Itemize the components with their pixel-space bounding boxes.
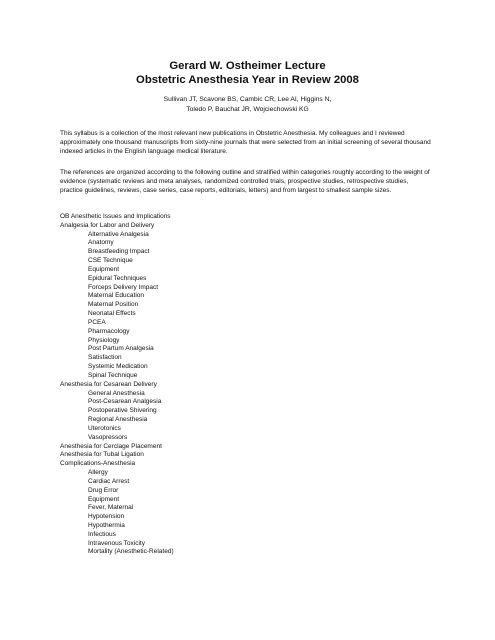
outline-subitem: Cardiac Arrest — [88, 477, 130, 485]
method-line: The references are organized according to the following outline and stratified within categories roughly according to the weight of — [60, 169, 430, 176]
outline-subitem: Maternal Position — [88, 301, 139, 309]
outline-subitem: Spinal Technique — [88, 371, 138, 379]
outline-subitem: Alternative Analgesia — [88, 230, 149, 238]
outline-subitem: Equipment — [88, 265, 120, 273]
outline-subitem: Breastfeeding Impact — [88, 248, 150, 256]
outline-subitem: Post-Cesarean Analgesia — [88, 398, 162, 406]
outline-heading: OB Anesthetic Issues and Implications — [60, 213, 171, 220]
outline-heading: Anesthesia for Tubal Ligation — [60, 451, 144, 459]
intro-line: This syllabus is a collection of the most relevant new publications in Obstetric Anesthesia. My colleagues and I reviewed — [60, 130, 405, 137]
outline-subitem: CSE Technique — [88, 257, 133, 265]
outline-subitem: Forceps Delivery Impact — [88, 283, 159, 291]
outline-subitem: Vasopressors — [88, 433, 128, 441]
outline-subitem: Allergy — [88, 469, 108, 477]
method-line: evidence (systematic reviews and meta analyses, randomized controlled trials, prospective studies, retrospective studies, — [60, 178, 409, 186]
outline-heading: Anesthesia for Cerclage Placement — [60, 442, 162, 450]
outline-subitem: Mortality (Anesthetic-Related) — [88, 548, 174, 556]
outline-subitem: Physiology — [88, 336, 120, 344]
outline-subitem: Uterotonics — [88, 424, 121, 432]
outline-subitem: Infectious — [88, 530, 116, 538]
outline-subitem: Pharmacology — [88, 327, 130, 335]
topic-outline — [60, 213, 440, 557]
outline-subitem: Epidural Techniques — [88, 274, 147, 282]
method-line: practice guidelines, reviews, case series, case reports, editorials, letters) and from largest to smallest sample sizes. — [60, 187, 392, 195]
intro-line: approximately one thousand manuscripts from sixty-nine journals that were selected from an initial screening of several thousand — [60, 139, 431, 147]
outline-subitem: Postoperative Shivering — [88, 407, 157, 415]
outline-subitem: Intravenous Toxicity — [88, 539, 145, 547]
outline-subitem: Hypotension — [88, 513, 125, 521]
outline-subitem: Equipment — [88, 495, 120, 503]
outline-subitem: Neonatal Effects — [88, 310, 136, 318]
intro-line: indexed articles in the English language medical literature. — [60, 148, 228, 156]
outline-subitem: PCEA — [88, 318, 106, 326]
outline-subitem: Maternal Education — [88, 292, 145, 300]
intro-paragraph — [60, 129, 480, 157]
outline-subitem: Hypothermia — [88, 521, 125, 529]
outline-subitem: Drug Error — [88, 486, 119, 494]
outline-subitem: Anatomy — [88, 239, 114, 247]
outline-subitem: Regional Anesthesia — [88, 416, 148, 424]
outline-subitem: Satisfaction — [88, 354, 122, 362]
outline-subitem: Fever, Maternal — [88, 504, 134, 512]
lecture-title: Gerard W. Ostheimer Lecture — [169, 60, 326, 72]
outline-heading: Complications-Anesthesia — [60, 460, 136, 468]
outline-subitem: General Anesthesia — [88, 389, 145, 397]
authors-line-1: Sullivan JT, Scavone BS, Cambic CR, Lee AI, Higgins N, — [163, 96, 332, 103]
method-paragraph — [60, 168, 480, 196]
document-title: Obstetric Anesthesia Year in Review 2008 — [136, 74, 359, 86]
outline-subitem: Systemic Medication — [88, 363, 148, 371]
outline-heading: Analgesia for Labor and Delivery — [60, 221, 155, 229]
authors-line-2: Toledo P, Bauchat JR, Wojciechowski KG — [186, 106, 309, 113]
outline-heading: Anesthesia for Cesarean Delivery — [60, 380, 157, 388]
outline-subitem: Post Partum Analgesia — [88, 345, 154, 353]
